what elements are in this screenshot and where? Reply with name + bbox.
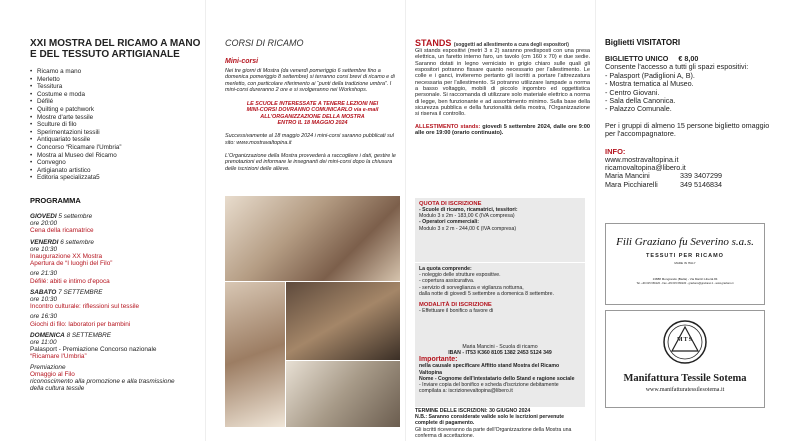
ticket-place-item: - Mostra tematica al Museo.: [605, 79, 694, 89]
topic-item: • Costume e moda: [30, 91, 205, 99]
fee-include-item: - copertura assicurativa.: [419, 278, 475, 285]
event-saturday: SABATO 7 SETTEMBRE ore 10:30 Incontro culturale: riflessioni sul tessile ore 16:30 Giochi di filo: laboratori per bambini: [30, 288, 140, 328]
sponsor-graziano-logo: Fili Graziano fu Severino s.a.s.: [616, 236, 754, 248]
fee-box: QUOTA DI ISCRIZIONE - Scuole di ricamo, ricamatrici, tessitori: Modulo 3 x 2m - 183,00 € (IVA compresa) - Operatori commerciali: Modulo 3 x 2 m - 244,00 € (IVA compresa): [415, 198, 585, 262]
topic-item: • Artigianato artistico: [30, 167, 205, 175]
sponsor-graziano-card: Fili Graziano fu Severino s.a.s. TESSUTI PER RICAMO MADE IN ITALY 13888 Mongrando (Biella) - Via Martiri Libertà 84 Tel. +39 015 666120 - Fax +39 015 666220 - graziano@graziano.it - www.graziano.it: [605, 223, 765, 305]
topic-item: • Quilting e patchwork: [30, 106, 205, 114]
topic-item: • Sperimentazioni tessili: [30, 129, 205, 137]
topic-item: • Mostra al Museo del Ricamo: [30, 152, 205, 160]
topic-item: • Mostre d'arte tessile: [30, 114, 205, 122]
topic-item: • Sculture di filo: [30, 121, 205, 129]
info-title: INFO:: [605, 146, 626, 156]
schools-notice: LE SCUOLE INTERESSATE A TENERE LEZIONI NEI MINI-CORSI DOVRANNO COMUNICARLO via e-mail ALL'ORGANIZZAZIONE DELLA MOSTRA ENTRO IL 18 MAGGIO 2024: [246, 101, 379, 127]
topic-item: • Tessitura: [30, 83, 205, 91]
exhibition-title: XXI MOSTRA DEL RICAMO A MANO: [30, 38, 201, 49]
program-title: PROGRAMMA: [30, 195, 81, 205]
deadline-box: TERMINE DELLE ISCRIZIONI: 30 GIUGNO 2024 N.B.: Saranno considerate valide solo le iscrizioni pervenute complete di pagamento. Gli iscritti riceveranno da parte dell'Organizzazione della Mostra una conferma di accettazione.: [415, 408, 585, 441]
topic-item: • Concorso “Ricamare l'Umbria”: [30, 144, 205, 152]
ticket-places: [605, 72, 775, 114]
ticket-access: Consente l'accesso a tutti gli spazi espositivi:: [605, 62, 749, 72]
embroidery-photo: [225, 196, 400, 281]
topic-item: • Ricamo a mano: [30, 68, 205, 76]
fee-include-item: dalla notte di giovedì 5 settembre a domenica 8 settembre.: [419, 290, 554, 297]
panel-stands: [415, 0, 590, 441]
website-link[interactable]: www.mostravaltopina.it: [605, 154, 679, 164]
contact-2: Mara Picchiarelli 349 5146834: [605, 179, 722, 189]
ticket-place-item: - Centro Giovani.: [605, 87, 660, 97]
fold-line: [205, 0, 206, 441]
panel-courses: [225, 0, 400, 441]
panel-program: [30, 0, 205, 441]
panel-tickets: [605, 0, 775, 441]
fee-includes-box: La quota comprende: - noleggio delle strutture espositive. - copertura assicurativa. - servizio di sorveglianza e vigilanza notturna, dalla notte di giovedì 5 settembre a domenica 8 settembre. MODALITÀ DI ISCRIZIONE - Effettuare il bonifico a favore di: [415, 263, 585, 343]
topic-item: • Convegno: [30, 159, 205, 167]
topic-item: • Défilé: [30, 98, 205, 106]
courses-title: CORSI DI RICAMO: [225, 38, 304, 48]
fold-line: [405, 0, 406, 441]
payment-box: Maria Mancini - Scuola di ricamo IBAN - IT53 K360 8105 1382 2453 5124 349 Importante: nella causale specificare Affitto stand Mostra del Ricamo Valtopina Nome - Cognome dell'intestatario dello Stand e ragione sociale - Inviare copia del bonifico e scheda d'iscrizione debitamente compilata a: iscrizionevaltopina@libero.it: [415, 343, 585, 407]
lace-photo: [286, 361, 400, 427]
courses-organization: L'Organizzazione della Mostra provvederà a raccogliere i dati, gestire le prenotazioni ed informare le insegnanti dei mini-corsi dopo la chiusura delle iscrizioni delle allieve.: [225, 152, 396, 172]
exhibition-topics: [30, 68, 205, 182]
email-link[interactable]: ricamovaltopina@libero.it: [605, 163, 686, 173]
contact-1: Maria Mancini 339 3407299: [605, 171, 722, 181]
sotema-initials: MTS: [676, 337, 693, 343]
courses-intro: Nei tre giorni di Mostra (da venerdì pomeriggio 6 settembre fino a domenica pomeriggio 8 settembre) si terranno corsi brevi di ricamo e di merletto, con particolare riferimento ai “punti della tradizione umbra”. I mini-corsi dureranno 2 ore e si svolgeranno nei Workshops.: [225, 68, 395, 93]
ticket-place-item: - Sala della Canonica.: [605, 96, 676, 106]
minicourses-title: Mini-corsi: [225, 58, 259, 65]
stands-description: Gli stands espositivi (metri 3 x 2) saranno predisposti con una presa elettrica, un faretto interno faro, un tavolo (cm 160 x 70) e due sedie. Saranno dotati in legno verniciato in grigio chiaro sulle quali gli espositori potranno fissare quanto necessario per l'allestimento. Le colle e i ganci, inviteremo pertanto gli iscritti a portare l'attrezzatura necessaria per l'allestimento. Si potranno utilizzare lampade a norma a basso voltaggio, mobili di piccolo ingombro ed oggettistica personale. Si raccomanda di utilizzare solo materiale elettrico a norma di legge, ben funzionante e ad assorbimento minimo. Sulla base della sicurezza pubblica e della funzionalità della mostra, l'Organizzazione si riserva il controllo.: [415, 48, 590, 118]
topic-item: • Merletto: [30, 76, 205, 84]
textile-photo: [225, 282, 285, 427]
courses-after-date: Successivamente al 18 maggio 2024 i mini-corsi saranno pubblicati sul sito: www.mostravaltopina.it: [225, 133, 394, 146]
topic-item: • Editoria specializzata5: [30, 174, 205, 182]
tickets-title: Biglietti VISITATORI: [605, 38, 681, 47]
fee-include-item: - noleggio delle strutture espositive.: [419, 272, 501, 279]
event-sunday: DOMENICA 8 SETTEMBRE ore 11:00 Palasport - Premiazione Concorso nazionale “Ricamare l'Umbria” Premiazione Omaggio al Filo riconoscimento alla promozione e alla trasmissione della cultura tessile: [30, 331, 175, 393]
stands-title: STANDS (soggetti ad allestimento a cura degli espositori): [415, 38, 569, 48]
group-offer: Per i gruppi di almeno 15 persone biglietto omaggio per l'accompagnatore.: [605, 120, 770, 139]
topic-item: • Antiquariato tessile: [30, 136, 205, 144]
stands-setup: ALLESTIMENTO stands: giovedì 5 settembre 2024, dalle ore 9:00 alle ore 19:00 (orario continuato).: [415, 123, 590, 137]
ticket-place-item: - Palasport (Padiglioni A, B).: [605, 70, 695, 80]
exhibition-subtitle: E DEL TESSUTO ARTIGIANALE: [30, 49, 180, 60]
fee-include-item: - servizio di sorveglianza e vigilanza notturna,: [419, 284, 524, 291]
event-thursday: GIOVEDI 5 settembre ore 20:00 Cena della ricamatrice: [30, 212, 94, 235]
event-friday: VENERDI 6 settembre ore 10:30 Inaugurazione XX Mostra Apertura de “I luoghi del Filo” ore 21:30 Défilé: abiti e intimo d'epoca: [30, 238, 113, 285]
ticket-place-item: - Palazzo Comunale.: [605, 104, 672, 114]
fold-line: [595, 0, 596, 441]
ticket-price-line: BIGLIETTO UNICO € 8,00: [605, 54, 699, 63]
loom-photo: [286, 282, 400, 360]
sponsor-sotema-card: MTS Manifattura Tessile Sotema www.manifatturatessilesotema.it: [605, 310, 765, 408]
